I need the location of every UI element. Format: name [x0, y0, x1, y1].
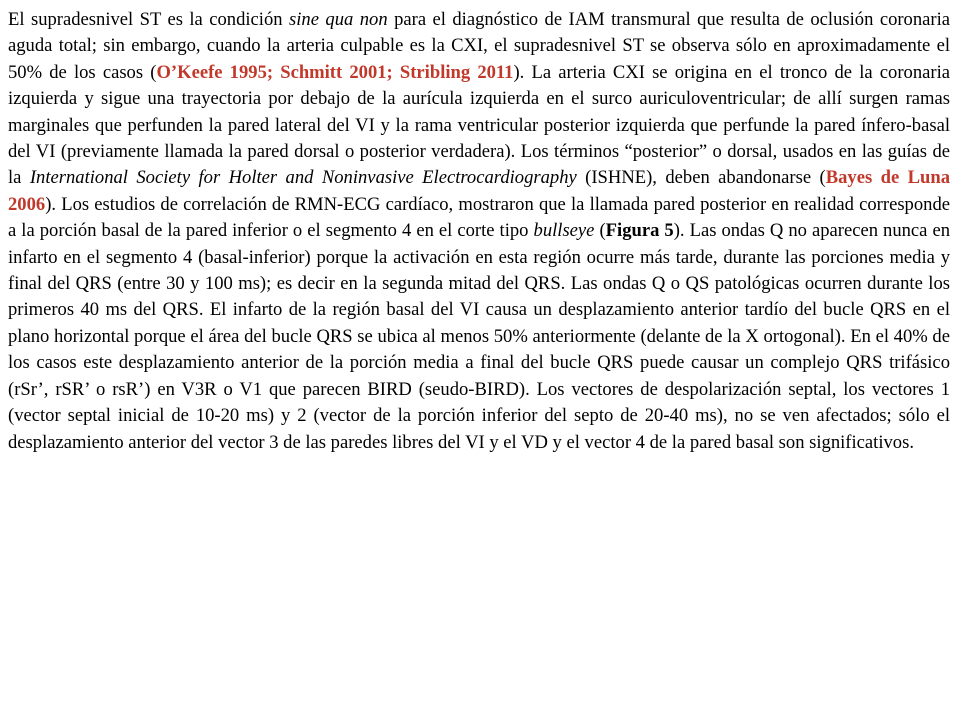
- italic-term: International Society for Holter and Noninvasive Electrocardiography: [29, 167, 577, 189]
- text-run: (ISHNE), deben abandonarse (: [576, 167, 826, 189]
- text-run: (: [594, 220, 606, 242]
- text-run: ). Los estudios de correlación de RMN-ECG cardíaco, mostraron que la llamada pared posterior en realidad corresponde a la porción basal de la pared inferior o el segmento 4 en el corte tipo: [8, 193, 950, 242]
- citation-link[interactable]: O’Keefe 1995; Schmitt 2001; Stribling 2011: [156, 61, 514, 83]
- italic-term: bullseye: [533, 220, 595, 242]
- text-run: ). La arteria CXI se origina en el tronco de la coronaria izquierda y sigue una trayectoria por debajo de la aurícula izquierda en el surco auriculoventricular; de allí surgen ramas marginales que perfunden la pared lateral del VI y la rama ventricular posterior izquierda que perfunde la pared ínfero-basal del VI (previamente llamada la pared dorsal o posterior verdadera). Los términos “posterior” o dorsal, usados en las guías de la: [8, 61, 950, 189]
- figure-reference: Figura 5: [605, 220, 674, 242]
- body-paragraph: [8, 7, 950, 456]
- text-run: El supradesnivel ST es la condición: [8, 9, 290, 30]
- text-run: ). Las ondas Q no aparecen nunca en infarto en el segmento 4 (basal-inferior) porque la activación en esta región ocurre más tarde, durante las porciones media y final del QRS (entre 30 y 100 ms); es decir en la segunda mitad del QRS. Las ondas Q o QS patológicas ocurren durante los primeros 40 ms del QRS. El infarto de la región basal del VI causa un desplazamiento anterior tardío del bucle QRS en el plano horizontal porque el área del bucle QRS se ubica al menos 50% anteriormente (delante de la X ortogonal). En el 40% de los casos este desplazamiento anterior de la porción media a final del bucle QRS puede causar un complejo QRS trifásico (rSr’, rSR’ o rsR’) en V3R o V1 que parecen BIRD (seudo-BIRD). Los vectores de despolarización septal, los vectores 1 (vector septal inicial de 10-20 ms) y 2 (vector de la porción inferior del septo de 20-40 ms), no se ven afectados; sólo el desplazamiento anterior del vector 3 de las paredes libres del VI y el VD y el vector 4 de la pared basal son significativos.: [8, 220, 951, 453]
- text-run: para el diagnóstico de IAM transmural que resulta de oclusión coronaria aguda total; sin embargo, cuando la arteria culpable es la CXI, el supradesnivel ST se observa sólo en aproximadamente el 50% de los casos (: [8, 9, 951, 83]
- citation-link[interactable]: Bayes de Luna 2006: [8, 167, 950, 215]
- italic-term: sine qua non: [289, 9, 388, 30]
